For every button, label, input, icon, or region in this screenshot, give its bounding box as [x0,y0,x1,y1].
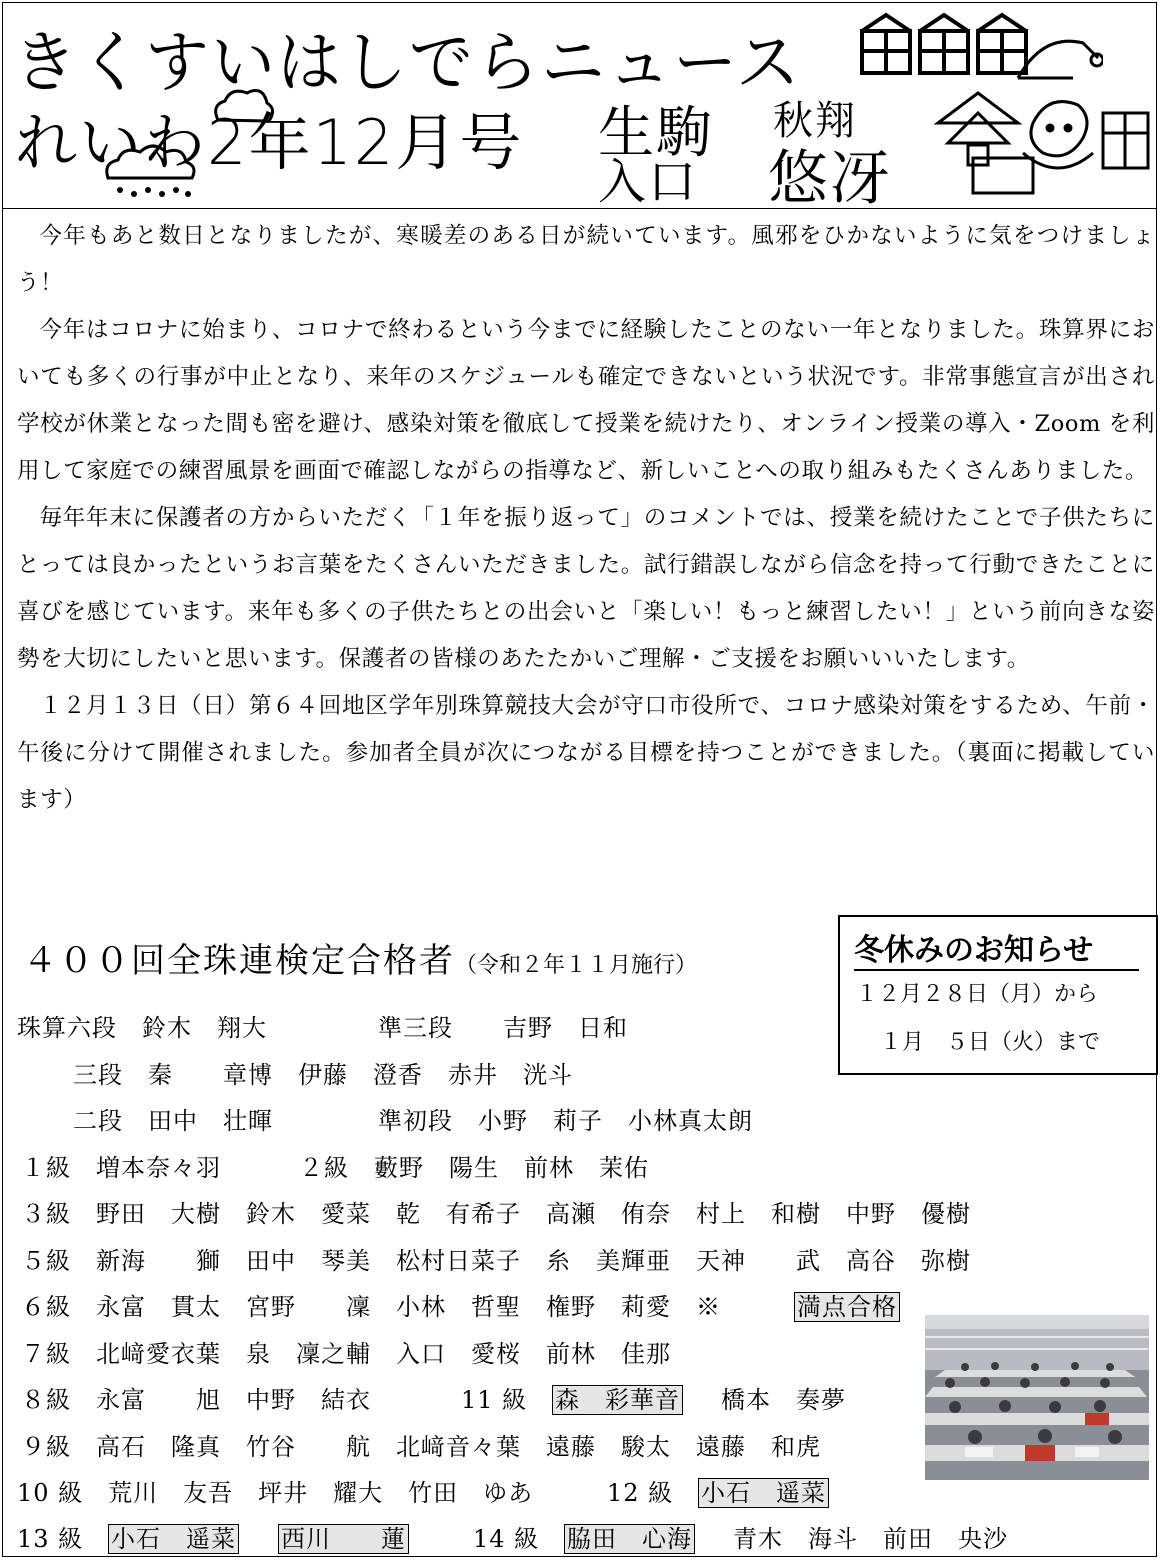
sun-doodle-icon [203,75,283,145]
highlighted-name-text: 西川 蓮 [281,1525,406,1553]
author-name-1: 生駒 [598,101,714,166]
perfect-score-label: 満点合格 [797,1293,897,1321]
highlighted-name [553,1380,682,1415]
result-line: １級 増本奈々羽 [21,1154,221,1182]
result-line: ９級 高石 隆真 竹谷 航 北﨑音々葉 遠藤 駿太 遠藤 和虎 [21,1433,821,1461]
grade-label: 14 級 [473,1525,540,1553]
result-line: 三段 秦 章博 伊藤 澄香 赤井 洸斗 [73,1061,573,1089]
result-line: ７級 北﨑愛衣葉 泉 凜之輔 入口 愛桜 前林 佳那 [21,1340,671,1368]
highlighted-name [699,1473,828,1508]
grade-label: 11 級 [461,1386,528,1414]
notice-end-date: １月 ５日（火）まで [880,1030,1101,1055]
highlighted-name-text: 森 彩華音 [555,1386,680,1414]
result-line: ８級 永富 旭 中野 結衣 [21,1386,371,1414]
masthead [3,3,1156,214]
highlighted-name-text: 小石 遥菜 [701,1479,826,1507]
grade-label: 12 級 [607,1479,674,1507]
highlighted-name [279,1519,408,1554]
perfect-score-badge [795,1287,899,1322]
author-name-3: 秋翔 [773,98,857,144]
newsletter-page [2,2,1157,1557]
paragraph-competition: １２月１３日（日）第６４回地区学年別珠算競技大会が守口市役所で、コロナ感染対策をするため、午前・午後に分けて開催されました。参加者全員が次につながる目標を持つことができました。（裏面に掲載しています） [17,693,1155,813]
newsletter-title: きくすいはしでらニュース [13,24,802,103]
issue-label: れいわ2年12月号 [15,106,524,179]
notice-underline [854,969,1139,971]
paragraph-greeting: 今年もあと数日となりましたが、寒暖差のある日が続いています。風邪をひかないように気をつけましょう！ [17,223,1155,296]
paragraph-year-review: 今年はコロナに始まり、コロナで終わるという今までに経験したことのない一年となりました。珠算界においても多くの行事が中止となり、来年のスケジュールも確定できないという状況です。非常事態宣言が出され学校が休業となった間も密を避け、感染対策を徹底して授業を続けたり、オンライン授業の導入・Zoom を利用して家庭での練習風景を画面で確認しながらの指導など、新しいことへの取り組みもたくさんありました。 [17,317,1155,484]
exam-results-subtitle: （令和２年１１月施行） [455,953,698,978]
cloud-doodle-icon [98,138,208,203]
winter-break-notice [838,915,1158,1075]
santa-hat-icon [1013,28,1103,83]
highlighted-name [565,1519,694,1554]
result-line: 10 級 荒川 友吾 坪井 耀大 竹田 ゆあ [17,1479,534,1507]
grade-label: 13 級 [17,1525,84,1553]
result-line: 珠算六段 鈴木 翔大 [17,1014,267,1042]
exam-results-heading [23,933,697,982]
christmas-doodle-icon [918,83,1153,198]
notice-start-date: １２月２８日（月）から [856,982,1099,1007]
result-line: ５級 新海 獅 田中 琴美 松村日菜子 糸 美輝亜 天神 武 高谷 弥樹 [21,1247,971,1275]
result-line: 二段 田中 壮暉 [73,1107,273,1135]
highlighted-name-text: 小石 遥菜 [111,1525,236,1553]
house-row-icon [858,11,1033,81]
result-line: 橋本 奏夢 [721,1386,846,1414]
author-name-2: 入口 [598,154,699,210]
notice-title: 冬休みのお知らせ [854,933,1094,968]
result-line: 青木 海斗 前田 央沙 [733,1525,1008,1553]
result-line: 準初段 小野 莉子 小林真太朗 [378,1107,753,1135]
exam-results-title: ４００回全珠連検定合格者 [23,941,455,981]
result-line: 準三段 吉野 日和 [378,1014,628,1042]
result-line: ２級 藪野 陽生 前林 茉佑 [299,1154,649,1182]
result-line: ３級 野田 大樹 鈴木 愛菜 乾 有希子 高瀬 侑奈 村上 和樹 中野 優樹 [21,1200,971,1228]
highlighted-name [109,1519,238,1554]
result-line: ６級 永富 貫太 宮野 凜 小林 哲聖 権野 莉愛 ※ [21,1293,721,1321]
competition-photo [925,1315,1149,1480]
article-body [17,213,1155,824]
paragraph-parent-comments: 毎年年末に保護者の方からいただく「１年を振り返って」のコメントでは、授業を続けたことで子供たちにとっては良かったというお言葉をたくさんいただきました。試行錯誤しながら信念を持って行動できたことに喜びを感じています。来年も多くの子供たちとの出会いと「楽しい！もっと練習したい！」という前向きな姿勢を大切にしたいと思います。保護者の皆様のあたたかいご理解・ご支援をお願いいいたします。 [17,505,1155,672]
highlighted-name-text: 脇田 心海 [567,1525,692,1553]
author-name-4: 悠冴 [768,144,892,214]
